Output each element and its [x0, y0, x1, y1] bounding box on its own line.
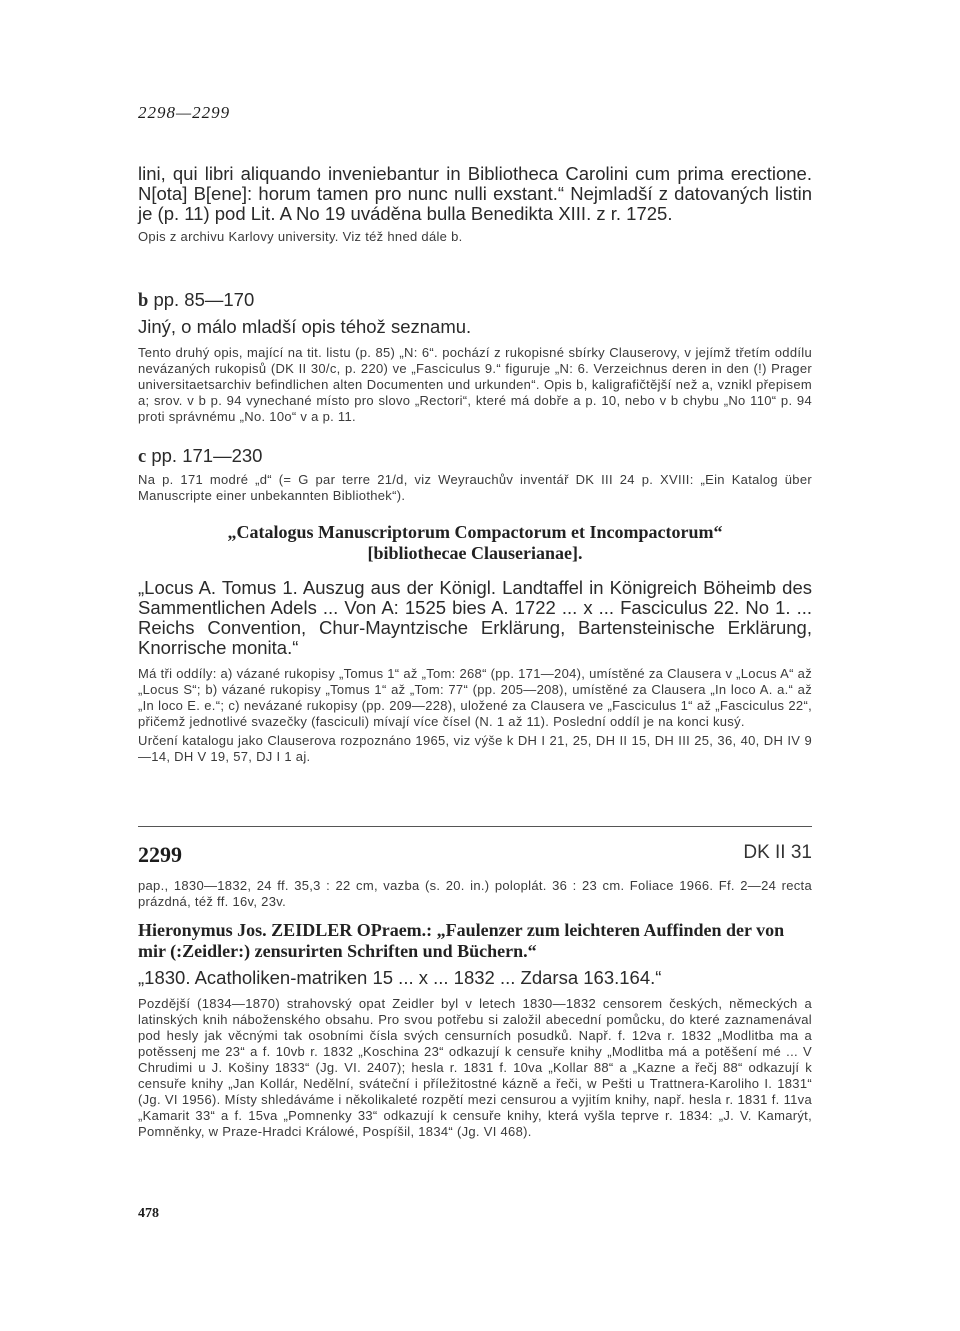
section-c-note: Na p. 171 modré „d“ (= G par terre 21/d, viz Weyrauchův inventář DK III 24 p. XVIII: „Ein Katalog über Manuscripte einer unbekannten Bibliothek“).: [138, 472, 812, 503]
entry-quote: „1830. Acatholiken-matriken 15 ... x ... 1832 ... Zdarsa 163.164.“: [138, 967, 662, 988]
entry-note: Pozdější (1834—1870) strahovský opat Zeidler byl v letech 1830—1832 censorem českých, německých a latinských knih náboženského obsahu. Pro svou potřebu si založil abecední pomůcku, do které zaznamenával pod hesly jak věcnými tak osobními čísla svých censurních posudků. Např. f. 12va r. 1832 „Modlitba ma a potěssenj me 23“ a f. 10vb r. 1832 „Koschina 23“ odkazují k censuře knihy „Modlitba má a potěšení mé ... V Chrudimi u J. Košiny 1833“ (Jg. VI. 2407); hesla r. 1831 f. 10va „Kollar 88“ a „Kazne a řečj 88“ odkazují k censuře knihy „Jan Kollár, Nedělní, sváteční i příležitostné kázně a řeči, w Pešti u Trattnera-Karoliho I. 1831“ (Jg. VI 1956). Místy shledáváme i několikaleté rozpětí mezi censurou a vyjitím knihy, např. hesla r. 1831 f. 11va „Kamarit 33“ a f. 15va „Pomnenky 33“ odkazují k censuře knihy, která vyšla teprve r. 1834: „J. V. Kamarýt, Pomněnky, w Praze-Hradci Králowé, Pospíšil, 1834“ (Jg. VI 468).: [138, 996, 812, 1139]
entry-2299: [138, 878, 812, 1140]
entry-physical-description: pap., 1830—1832, 24 ff. 35,3 : 22 cm, vazba (s. 20. in.) poloplát. 36 : 23 cm. Foliace 1966. Ff. 2—24 recta prázdná, též ff. 16v, 23v.: [138, 878, 812, 909]
catalogue-quote: „Locus A. Tomus 1. Auszug aus der Königl. Landtaffel in Königreich Böheimb des Sammentlichen Adels ... Von A: 1525 bies A. 1722 ... x ... Fasciculus 22. No 1. ... Reichs Convention, Chur-Mayntzische Erklärung, Bartensteinische Erklärung, Knorrische monita.“: [138, 577, 812, 658]
intro-note: Opis z archivu Karlovy university. Viz též hned dále b.: [138, 229, 463, 244]
intro-block: [138, 164, 812, 245]
section-b-subtitle: Jiný, o málo mladší opis téhož seznamu.: [138, 316, 472, 337]
running-head: 2298—2299: [138, 103, 231, 122]
section-c-heading: [138, 446, 812, 467]
section-b: [138, 290, 812, 425]
section-c: [138, 446, 812, 765]
catalogue-title-line2: [bibliothecae Clauserianae].: [367, 543, 583, 563]
page-number: 478: [138, 1206, 159, 1221]
section-c-pages: pp. 171—230: [151, 445, 263, 466]
section-divider: [138, 826, 812, 827]
intro-paragraph: lini, qui libri aliquando inveniebantur in Bibliotheca Carolini cum prima erectione. N[ota] B[ene]: horum tamen pro nunc nulli exstant.“ Nejmladší z datovaných listin je (p. 11) pod Lit. A No 19 uváděna bulla Benedikta XIII. z r. 1725.: [138, 163, 812, 224]
entry-number: 2299: [138, 842, 182, 867]
section-b-pages: pp. 85—170: [153, 289, 255, 310]
section-c-identification: Určení katalogu jako Clauserova rozpoznáno 1965, viz výše k DH I 21, 25, DH II 15, DH III 25, 36, 40, DH IV 9—14, DH V 19, 57, DJ I 1 aj.: [138, 733, 812, 764]
entry-title: Hieronymus Jos. ZEIDLER OPraem.: „Faulenzer zum leichteren Auffinden der von mir (:Zeidler:) zensurirten Schriften und Büchern.“: [138, 920, 785, 961]
section-c-description: Má tři oddíly: a) vázané rukopisy „Tomus 1“ až „Tom: 268“ (pp. 171—204), umístěné za Clausera v „Locus A“ až „Locus S“; b) vázané rukopisy „Tomus 1“ až „Tom: 77“ (pp. 205—208), umístěné za Clausera „In loco A. a.“ až „In loco E. e.“; c) nevázané rukopisy (pp. 209—228), uložené za Clausera ve „Fasciculus 1“ až „Fasciculus 22“, přičemž jednotlivé svazečky (fasciculi) mívají více čísel (N. 1 až 11). Poslední oddíl je na konci kusý.: [138, 666, 813, 729]
section-b-letter: b: [138, 291, 149, 311]
entry-shelfmark: DK II 31: [743, 842, 812, 863]
section-b-note: Tento druhý opis, mající na tit. listu (p. 85) „N: 6“. pochází z rukopisné sbírky Clauserovy, v jejímž třetím oddílu nevázaných rukopisů (DK II 30/c, p. 220) ve „Fasciculus 9.“ figuruje „N: 6. Verzeichnus deren in den (!) Prager universitaetsarchiv befindlichen alten Documenten und urkunden“. Opis b, kaligrafičtější než a, vznikl přepisem a; srov. v b p. 94 vynechané místo pro slovo „Rectori“, které má dobře a p. 10, nebo v b chybu „No 110“ p. 94 proti správnému „No. 10o“ v a p. 11.: [138, 345, 812, 424]
section-b-heading: [138, 290, 812, 311]
section-c-letter: c: [138, 447, 147, 467]
catalogue-title-line1: „Catalogus Manuscriptorum Compactorum et Incompactorum“: [227, 522, 723, 542]
